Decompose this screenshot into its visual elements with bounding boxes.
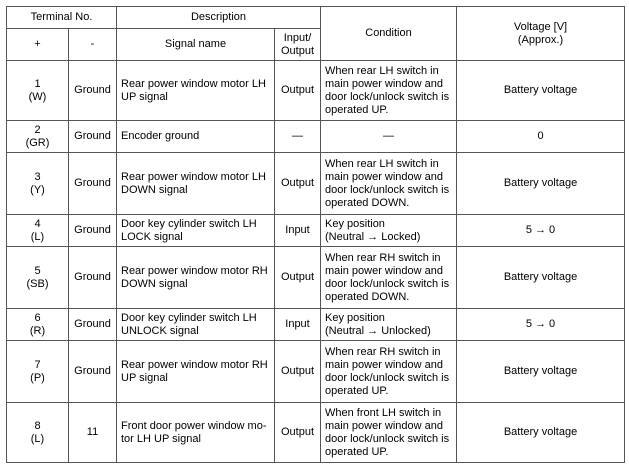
cell-voltage: 5 → 0 xyxy=(457,309,625,341)
cell-plus: 7 (P) xyxy=(7,341,69,403)
cell-signal-name: Front door power window mo- tor LH UP signal xyxy=(117,403,275,463)
cell-minus: 11 xyxy=(69,403,117,463)
cell-signal-name: Door key cylinder switch LH LOCK signal xyxy=(117,215,275,247)
table-row xyxy=(7,121,625,153)
cell-minus: Ground xyxy=(69,121,117,153)
table-row xyxy=(7,247,625,309)
cell-plus: 5 (SB) xyxy=(7,247,69,309)
cell-plus: 8 (L) xyxy=(7,403,69,463)
cell-minus: Ground xyxy=(69,61,117,121)
cell-minus: Ground xyxy=(69,341,117,403)
cell-minus: Ground xyxy=(69,247,117,309)
cell-condition: When front LH switch in main power window and door lock/unlock switch is operated UP. xyxy=(321,403,457,463)
cell-minus: Ground xyxy=(69,153,117,215)
cell-voltage: Battery voltage xyxy=(457,153,625,215)
header-description: Description xyxy=(117,7,321,29)
cell-signal-name: Rear power window motor LH UP signal xyxy=(117,61,275,121)
cell-plus: 3 (Y) xyxy=(7,153,69,215)
cell-condition: When rear RH switch in main power window and door lock/unlock switch is operated DOWN. xyxy=(321,247,457,309)
terminal-table xyxy=(6,6,625,463)
cell-input-output: Output xyxy=(275,153,321,215)
cell-minus: Ground xyxy=(69,309,117,341)
cell-condition: When rear LH switch in main power window and door lock/unlock switch is operated UP. xyxy=(321,61,457,121)
table-row xyxy=(7,403,625,463)
cell-signal-name: Rear power window motor LH DOWN signal xyxy=(117,153,275,215)
table-row xyxy=(7,309,625,341)
cell-signal-name: Rear power window motor RH UP signal xyxy=(117,341,275,403)
cell-plus: 2 (GR) xyxy=(7,121,69,153)
cell-voltage: 5 → 0 xyxy=(457,215,625,247)
cell-condition: When rear LH switch in main power window and door lock/unlock switch is operated DOWN. xyxy=(321,153,457,215)
cell-plus: 4 (L) xyxy=(7,215,69,247)
cell-voltage: Battery voltage xyxy=(457,61,625,121)
header-voltage: Voltage [V] (Approx.) xyxy=(457,7,625,61)
table-row xyxy=(7,341,625,403)
cell-signal-name: Rear power window motor RH DOWN signal xyxy=(117,247,275,309)
cell-minus: Ground xyxy=(69,215,117,247)
cell-plus: 1 (W) xyxy=(7,61,69,121)
cell-plus: 6 (R) xyxy=(7,309,69,341)
cell-input-output: — xyxy=(275,121,321,153)
table-row xyxy=(7,215,625,247)
cell-condition: Key position (Neutral → Unlocked) xyxy=(321,309,457,341)
cell-signal-name: Encoder ground xyxy=(117,121,275,153)
cell-input-output: Input xyxy=(275,309,321,341)
cell-condition: Key position (Neutral → Locked) xyxy=(321,215,457,247)
header-terminal-no: Terminal No. xyxy=(7,7,117,29)
cell-voltage: Battery voltage xyxy=(457,341,625,403)
cell-input-output: Output xyxy=(275,341,321,403)
cell-signal-name: Door key cylinder switch LH UNLOCK signal xyxy=(117,309,275,341)
cell-voltage: Battery voltage xyxy=(457,247,625,309)
cell-voltage: 0 xyxy=(457,121,625,153)
header-minus: - xyxy=(69,29,117,61)
cell-input-output: Input xyxy=(275,215,321,247)
cell-condition: When rear RH switch in main power window and door lock/unlock switch is operated UP. xyxy=(321,341,457,403)
header-condition: Condition xyxy=(321,7,457,61)
cell-input-output: Output xyxy=(275,61,321,121)
header-input-output: Input/ Output xyxy=(275,29,321,61)
cell-input-output: Output xyxy=(275,403,321,463)
cell-condition: — xyxy=(321,121,457,153)
header-signal-name: Signal name xyxy=(117,29,275,61)
cell-input-output: Output xyxy=(275,247,321,309)
table-row xyxy=(7,61,625,121)
header-plus: + xyxy=(7,29,69,61)
table-row xyxy=(7,153,625,215)
cell-voltage: Battery voltage xyxy=(457,403,625,463)
